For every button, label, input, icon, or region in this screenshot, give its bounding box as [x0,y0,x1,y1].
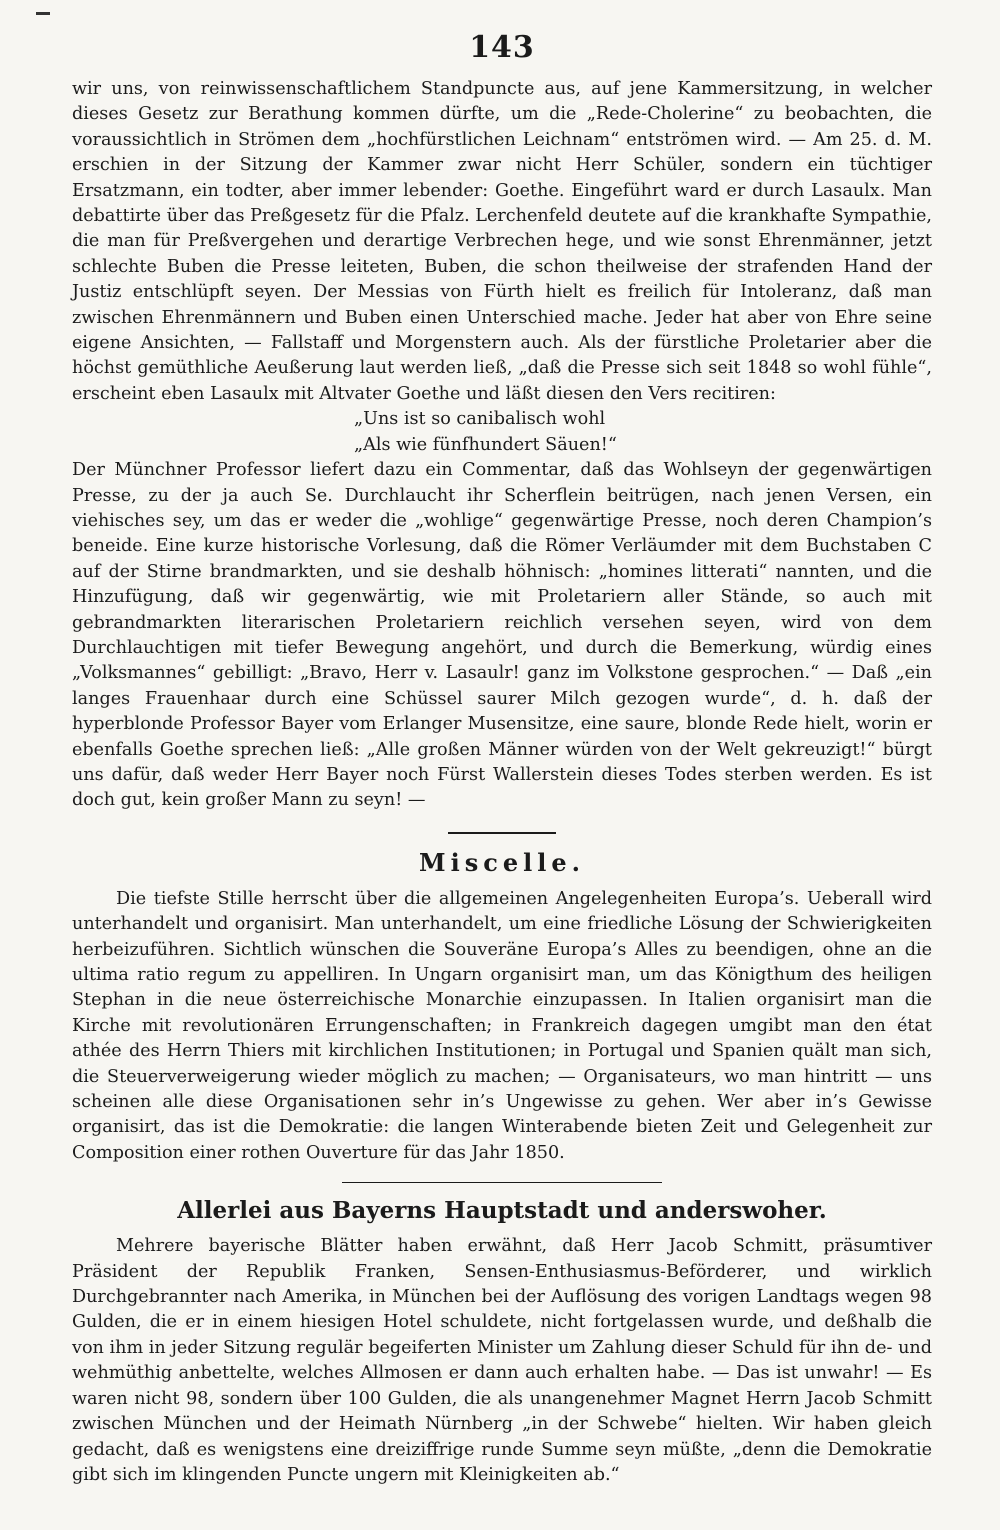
paragraph-allerlei: Mehrere bayerische Blätter haben erwähnt, daß Herr Jacob Schmitt, präsumtiver Präsident der Republik Franken, Sensen-Enthusiasmus-Beförderer, und wirklich Durchgebrannter nach Amerika, in München bei der Auflösung des vorigen Landtags wegen 98 Gulden, die er in einem hiesigen Hotel schuldete, nicht fortgelassen wurde, und deßhalb die von ihm in jeder Sitzung regulär begeiferten Minister um Zahlung dieser Schuld für ihn de- und wehmüthig anbettelte, welches Allmosen er dann auch erhalten habe. — Das ist unwahr! — Es waren nicht 98, sondern über 100 Gulden, die als unangenehmer Magnet Herrn Jacob Schmitt zwischen München und der Heimath Nürnberg „in der Schwebe“ hielten. Wir haben gleich gedacht, daß es wenigstens eine dreiziffrige runde Summe seyn müßte, „denn die Demokratie gibt sich im klingenden Puncte ungern mit Kleinigkeiten ab.“ [72,1236,932,1485]
paragraph-miscelle: Die tiefste Stille herrscht über die allgemeinen Angelegenheiten Europa’s. Ueberall wird unterhandelt und organisirt. Man unterhandelt, um eine friedliche Lösung der Schwierigkeiten herbeizuführen. Sichtlich wünschen die Souveräne Europa’s Alles zu beendigen, ohne an die ultima ratio regum zu appelliren. In Ungarn organisirt man, um das Königthum des heiligen Stephan in die neue österreichische Monarchie einzupassen. In Italien organisirt man die Kirche mit revolutionären Errungenschaften; in Frankreich dagegen umgibt man den état athée des Herrn Thiers mit kirchlichen Institutionen; in Portugal und Spanien quält man sich, die Steuerverweigerung wieder möglich zu machen; — Organisateurs, wo man hintritt — uns scheinen alle diese Organisationen sehr in’s Ungewisse zu gehen. Wer aber in’s Gewisse organisirt, das ist die Demokratie: die langen Winterabende bieten Zeit und Gelegenheit zur Composition einer rothen Ouverture für das Jahr 1850. [72,888,932,1163]
page-number: 143 [469,30,535,65]
section-divider-1 [448,832,556,834]
goethe-quote [72,407,932,458]
document-page [72,20,932,1510]
quote-line-2: „Als wie fünfhundert Säuen!“ [354,434,617,455]
heading-miscelle: Miscelle. [419,847,585,877]
heading-allerlei: Allerlei aus Bayerns Hauptstadt und anderswoher. [177,1197,827,1225]
paragraph-professor-commentary: Der Münchner Professor liefert dazu ein Commentar, daß das Wohlseyn der gegenwärtigen Presse, zu der ja auch Se. Durchlaucht ihr Scherflein beitrügen, nach jenen Versen, ein viehisches sey, um das er weder die „wohlige“ gegenwärtige Presse, noch deren Champion’s beneide. Eine kurze historische Vorlesung, daß die Römer Verläumder mit dem Buchstaben C auf der Stirne brandmarkten, und sie deshalb höhnisch: „homines litterati“ nannten, und die Hinzufügung, daß wir gegenwärtig, wie mit Proletariern aller Stände, so auch mit gebrandmarkten literarischen Proletariern reichlich versehen seyen, wird von dem Durchlauchtigen mit tiefer Bewegung angehört, und durch die Bemerkung, würdig eines „Volksmannes“ gebilligt: „Bravo, Herr v. Lasaulr! ganz im Volkstone gesprochen.“ — Daß „ein langes Frauenhaar durch eine Schüssel saurer Milch gezogen wurde“, d. h. daß der hyperblonde Professor Bayer vom Erlanger Musensitze, eine saure, blonde Rede hielt, worin er ebenfalls Goethe sprechen ließ: „Alle großen Männer würden von der Welt gekreuzigt!“ bürgt uns dafür, daß weder Herr Bayer noch Fürst Wallerstein dieses Todes sterben werden. Es ist doch gut, kein großer Mann zu seyn! — [72,460,932,811]
paragraph-kammersitzung: wir uns, von reinwissenschaftlichem Standpuncte aus, auf jene Kammersitzung, in welcher dieses Gesetz zur Berathung kommen dürfte, um die „Rede-Cholerine“ zu beobachten, die voraussichtlich in Strömen dem „hochfürstlichen Leichnam“ entströmen wird. — Am 25. d. M. erschien in der Sitzung der Kammer zwar nicht Herr Schüler, sondern ein tüchtiger Ersatzmann, ein todter, aber immer lebender: Goethe. Eingeführt ward er durch Lasaulx. Man debattirte über das Preßgesetz für die Pfalz. Lerchenfeld deutete auf die krankhafte Sympathie, die man für Preßvergehen und derartige Verbrechen hege, und wie sonst Ehrenmänner, jetzt schlechte Buben die Presse leiteten, Buben, die schon theilweise der strafenden Hand der Justiz entschlüpft seyen. Der Messias von Fürth hielt es freilich für Intoleranz, daß man zwischen Ehrenmännern und Buben einen Unterschied mache. Jeder hat aber von Ehre seine eigene Ansichten, — Fallstaff und Morgenstern auch. Als der fürstliche Proletarier aber die höchst gemüthliche Aeußerung laut werden ließ, „daß die Presse sich seit 1848 so wohl fühle“, erscheint eben Lasaulx mit Altvater Goethe und läßt diesen den Vers recitiren: [72,79,932,404]
section-divider-2 [342,1182,662,1183]
quote-line-1: „Uns ist so canibalisch wohl [354,409,606,430]
margin-mark [36,12,50,15]
